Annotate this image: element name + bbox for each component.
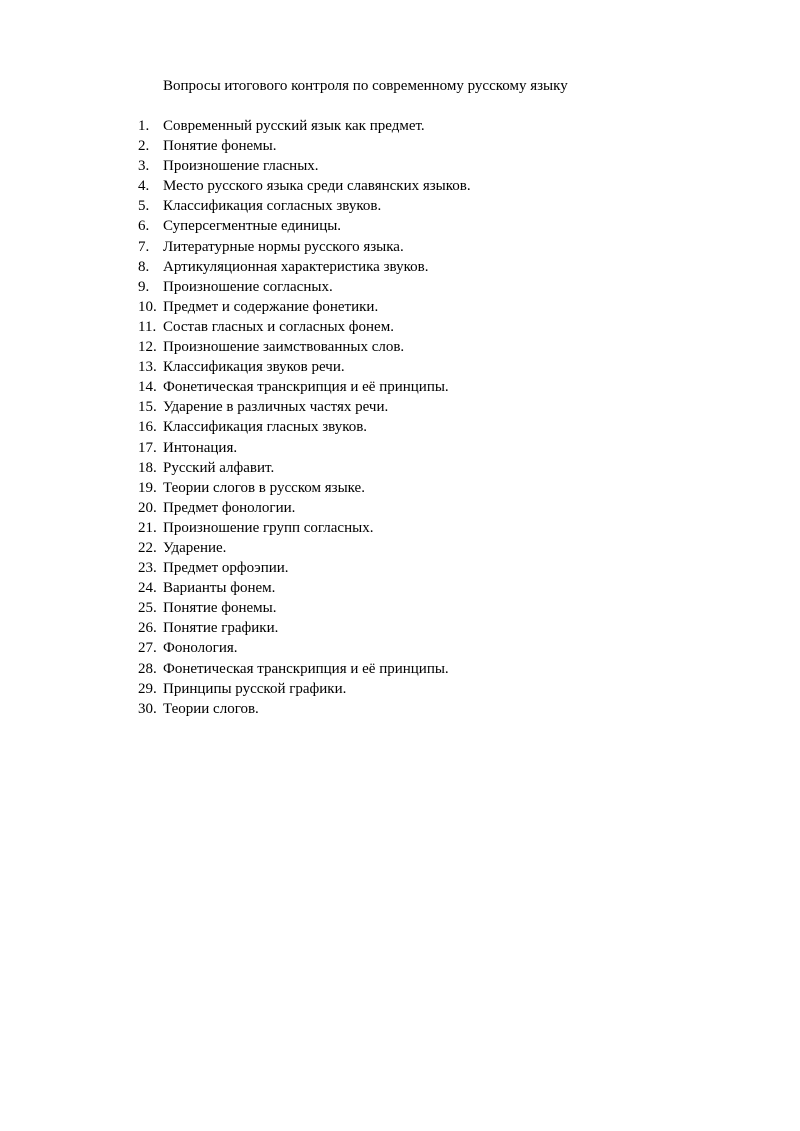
list-item-number: 18. (138, 459, 157, 476)
list-item-text: Состав гласных и согласных фонем. (163, 318, 394, 335)
list-item-number: 7. (138, 238, 150, 255)
list-item-number: 17. (138, 439, 157, 456)
list-item-number: 24. (138, 580, 157, 597)
list-item-number: 1. (138, 118, 150, 134)
list-item-number: 23. (138, 560, 157, 577)
list-item-text: Предмет орфоэпии. (163, 560, 289, 577)
list-item-number: 21. (138, 519, 157, 536)
list-item-text: Классификация согласных звуков. (163, 198, 382, 215)
list-item-text: Понятие фонемы. (163, 138, 277, 155)
list-item-number: 13. (138, 359, 157, 376)
list-item-text: Произношение заимствованных слов. (163, 339, 405, 356)
list-item-number: 9. (138, 278, 150, 295)
list-item-number: 4. (138, 178, 150, 195)
list-item-text: Предмет и содержание фонетики. (163, 298, 379, 315)
list-item-number: 16. (138, 419, 157, 436)
list-item-number: 10. (138, 298, 157, 315)
list-item-number: 30. (138, 700, 157, 717)
list-item-text: Понятие графики. (163, 620, 279, 637)
list-item-text: Варианты фонем. (163, 580, 276, 597)
list-item-text: Фонетическая транскрипция и её принципы. (163, 379, 449, 396)
list-item-text: Ударение. (163, 539, 227, 556)
list-item-text: Интонация. (163, 439, 238, 456)
list-item-text: Классификация звуков речи. (163, 359, 345, 376)
list-item-number: 26. (138, 620, 157, 637)
list-item-number: 5. (138, 198, 150, 215)
list-item-number: 3. (138, 158, 150, 175)
list-item-number: 6. (138, 218, 150, 235)
list-item-number: 29. (138, 680, 157, 697)
list-item-text: Произношение гласных. (163, 158, 319, 175)
list-item-number: 25. (138, 600, 157, 617)
list-item-text: Теории слогов. (163, 700, 259, 717)
list-item-text: Произношение согласных. (163, 278, 333, 295)
list-item-number: 28. (138, 660, 157, 677)
list-item-number: 12. (138, 339, 157, 356)
list-item-text: Принципы русской графики. (163, 680, 347, 697)
list-item-text: Теории слогов в русском языке. (163, 479, 365, 496)
list-item-number: 15. (138, 399, 157, 416)
list-item-number: 27. (138, 640, 157, 657)
list-item-number: 20. (138, 499, 157, 516)
list-item-text: Предмет фонологии. (163, 499, 296, 516)
list-item-text: Произношение групп согласных. (163, 519, 374, 536)
list-item-text: Фонология. (163, 640, 238, 657)
list-item-text: Место русского языка среди славянских языков. (163, 178, 471, 195)
list-item-number: 19. (138, 479, 157, 496)
list-item-number: 8. (138, 258, 150, 275)
list-item-number: 11. (138, 318, 157, 335)
list-item-number: 22. (138, 539, 157, 556)
list-item-text: Русский алфавит. (163, 459, 275, 476)
list-item-text: Литературные нормы русского языка. (163, 238, 404, 255)
list-item-number: 2. (138, 138, 150, 155)
list-item-text: Ударение в различных частях речи. (163, 399, 389, 416)
list-item-text: Классификация гласных звуков. (163, 419, 368, 436)
list-item-text: Понятие фонемы. (163, 600, 277, 617)
list-item-text: Артикуляционная характеристика звуков. (163, 258, 429, 275)
list-item-number: 14. (138, 379, 157, 396)
list-item-text: Суперсегментные единицы. (163, 218, 342, 235)
list-item-text: Современный русский язык как предмет. (163, 118, 425, 134)
document-title: Вопросы итогового контроля по современному русскому языку (163, 78, 568, 94)
list-item-text: Фонетическая транскрипция и её принципы. (163, 660, 449, 677)
